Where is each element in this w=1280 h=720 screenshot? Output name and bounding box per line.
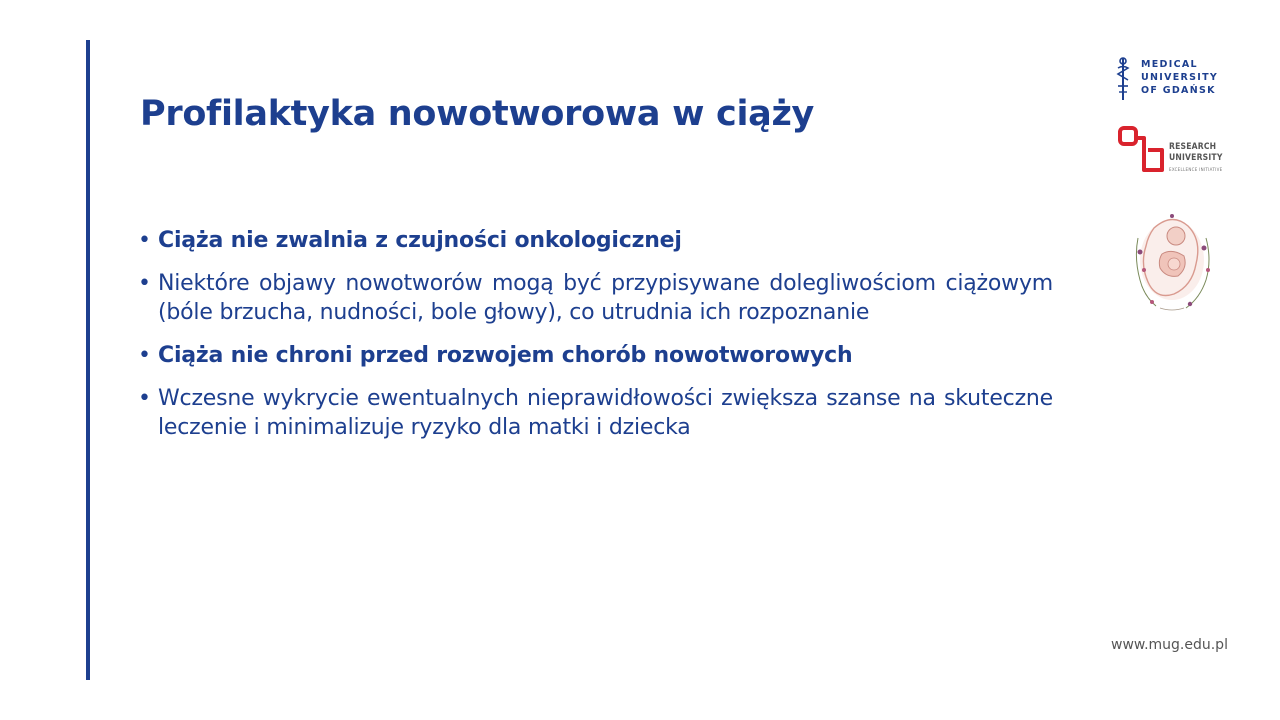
research-logo-subtitle: EXCELLENCE INITIATIVE xyxy=(1169,167,1223,172)
bullet-item xyxy=(138,384,1053,442)
slide-title: Profilaktyka nowotworowa w ciąży xyxy=(140,94,815,134)
research-logo-text xyxy=(1169,142,1223,164)
medical-university-gdansk-logo xyxy=(1112,56,1232,102)
research-line-2: UNIVERSITY xyxy=(1169,153,1223,163)
mug-line-1: MEDICAL xyxy=(1141,59,1198,70)
bullet-text: Wczesne wykrycie ewentualnych nieprawidłowości zwiększa szanse na skuteczne leczenie i minimalizuje ryzyko dla matki i dziecka xyxy=(158,386,1053,440)
bullet-item xyxy=(138,269,1053,327)
caduceus-icon xyxy=(1112,56,1134,102)
left-accent-rule xyxy=(86,40,90,680)
bullet-marker: • xyxy=(138,271,151,296)
research-university-logo xyxy=(1118,126,1233,178)
bullet-text: Ciąża nie chroni przed rozwojem chorób nowotworowych xyxy=(158,343,853,368)
bullet-text: Niektóre objawy nowotworów mogą być przypisywane dolegliwościom ciążowym (bóle brzucha, nudności, bole głowy), co utrudnia ich rozpoznanie xyxy=(158,271,1053,325)
bullet-marker: • xyxy=(138,343,151,368)
research-line-1: RESEARCH xyxy=(1169,142,1217,152)
mother-child-illustration xyxy=(1126,208,1218,318)
bullet-marker: • xyxy=(138,386,151,411)
mug-line-3: OF GDAŃSK xyxy=(1141,85,1216,96)
bullet-marker: • xyxy=(138,228,151,253)
bullet-list xyxy=(138,226,1053,456)
mug-logo-text xyxy=(1141,58,1218,97)
bullet-item xyxy=(138,341,1053,370)
bullet-text: Ciąża nie zwalnia z czujności onkologicznej xyxy=(158,228,682,253)
research-university-icon xyxy=(1118,126,1168,176)
bullet-item xyxy=(138,226,1053,255)
mug-line-2: UNIVERSITY xyxy=(1141,72,1219,83)
footer-url[interactable]: www.mug.edu.pl xyxy=(1111,637,1228,653)
